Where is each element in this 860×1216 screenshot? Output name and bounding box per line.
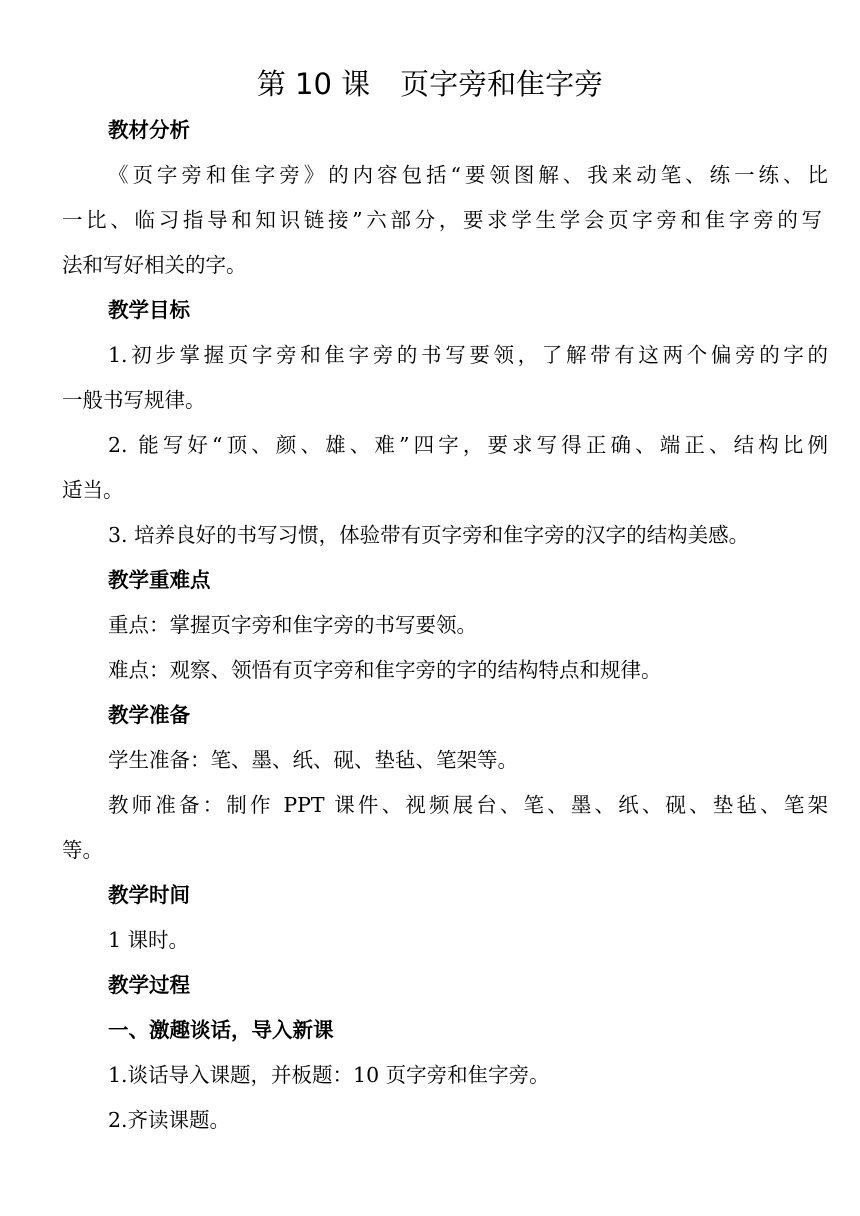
key-point: 重点：掌握页字旁和隹字旁的书写要领。 [108,613,477,637]
time-heading: 教学时间 [108,883,190,907]
goal-1-line-2: 一般书写规律。 [62,388,206,412]
analysis-line-1: 《页字旁和隹字旁》的内容包括“要领图解、我来动笔、练一练、比 [108,163,828,187]
prep-heading: 教学准备 [108,703,190,727]
difficult-point: 难点：观察、领悟有页字旁和隹字旁的字的结构特点和规律。 [108,658,662,682]
goals-heading: 教学目标 [108,298,190,322]
prep-student: 学生准备：笔、墨、纸、砚、垫毡、笔架等。 [108,748,518,772]
prep-teacher-line-1: 教师准备：制作 PPT 课件、视频展台、笔、墨、纸、砚、垫毡、笔架 [108,793,828,817]
analysis-line-3: 法和写好相关的字。 [62,253,247,277]
lesson-name: 页字旁和隹字旁 [400,67,604,101]
time-value: 1 课时。 [108,928,190,952]
key-heading: 教学重难点 [108,568,211,592]
step-1-item-2: 2.齐读课题。 [108,1108,231,1132]
prep-teacher-line-2: 等。 [62,838,103,862]
process-heading: 教学过程 [108,973,190,997]
goal-2-line-2: 适当。 [62,478,124,502]
goal-3: 3. 培养良好的书写习惯，体验带有页字旁和隹字旁的汉字的结构美感。 [108,523,750,547]
goal-1-line-1: 1.初步掌握页字旁和隹字旁的书写要领，了解带有这两个偏旁的字的 [108,343,828,367]
lesson-number: 第 10 课 [256,67,371,101]
step-1-item-1: 1.谈话导入课题，并板题：10 页字旁和隹字旁。 [108,1063,550,1087]
step-1-heading: 一、激趣谈话，导入新课 [108,1018,334,1042]
analysis-line-2: 一比、临习指导和知识链接”六部分，要求学生学会页字旁和隹字旁的写 [62,208,822,232]
analysis-heading: 教材分析 [108,118,190,142]
lesson-title [0,62,860,106]
goal-2-line-1: 2. 能写好“顶、颜、雄、难”四字，要求写得正确、端正、结构比例 [108,433,828,457]
